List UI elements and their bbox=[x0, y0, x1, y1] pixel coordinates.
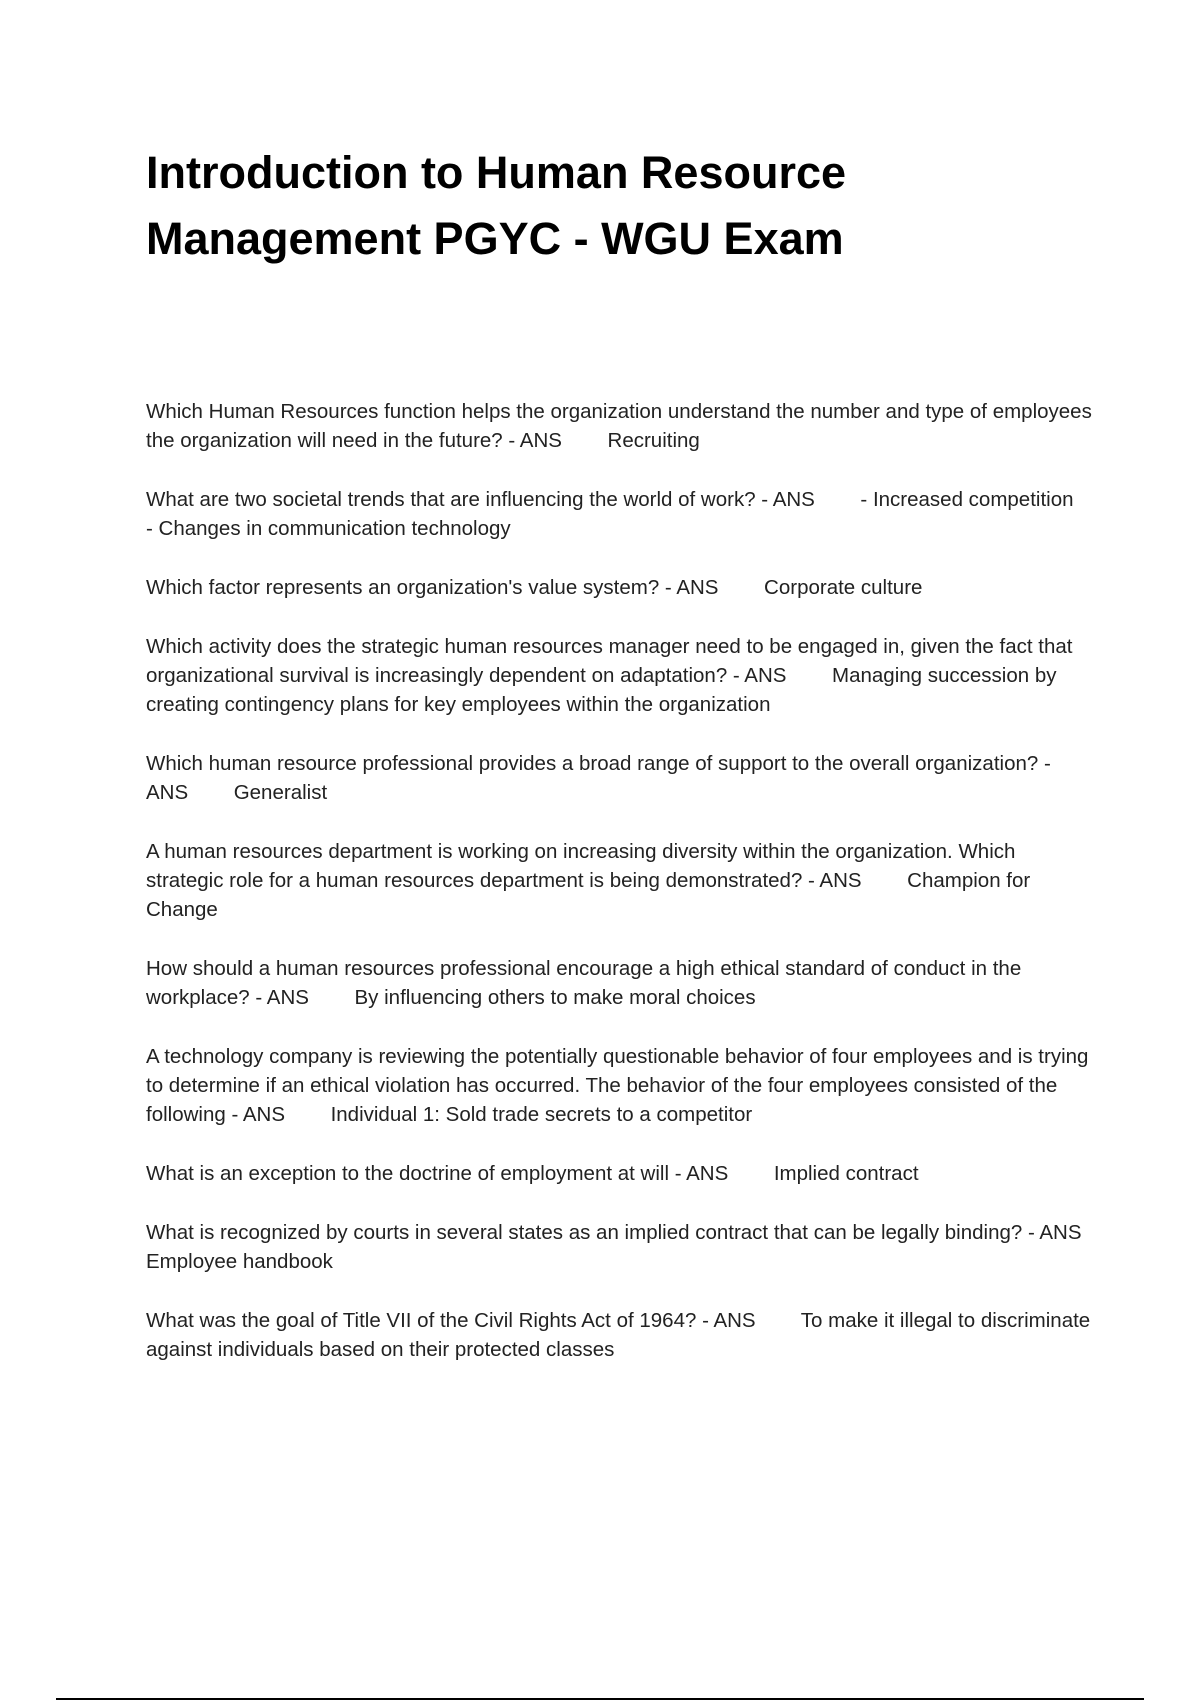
qa-item: How should a human resources professional encourage a high ethical standard of conduct in the workplace? - ANS By influencing others to make moral choices bbox=[146, 957, 1027, 1009]
qa-item: What are two societal trends that are influencing the world of work? - ANS - Increased competition - Changes in communication technology bbox=[146, 488, 1074, 540]
qa-item: What is recognized by courts in several states as an implied contract that can be legally binding? - ANS Employee handbook bbox=[146, 1221, 1128, 1273]
qa-item: What is an exception to the doctrine of employment at will - ANS Implied contract bbox=[146, 1162, 919, 1185]
qa-list bbox=[146, 397, 1128, 1394]
qa-item: Which activity does the strategic human resources manager need to be engaged in, given the fact that organizational survival is increasingly dependent on adaptation? - ANS Managing succession by creating contingency plans for key employees within the organization bbox=[146, 635, 1079, 716]
document-title: Introduction to Human Resource Management PGYC - WGU Exam bbox=[146, 147, 847, 264]
qa-item: Which human resource professional provides a broad range of support to the overall organization? - ANS Generalist bbox=[146, 752, 1056, 804]
qa-item: A human resources department is working on increasing diversity within the organization. Which strategic role for a human resources department is being demonstrated? - ANS Champion for Change bbox=[146, 840, 1036, 921]
qa-item: Which Human Resources function helps the organization understand the number and type of employees the organization will need in the future? - ANS Recruiting bbox=[146, 400, 1098, 452]
qa-item: Which factor represents an organization's value system? - ANS Corporate culture bbox=[146, 576, 923, 599]
qa-item: What was the goal of Title VII of the Civil Rights Act of 1964? - ANS To make it illegal to discriminate against individuals based on their protected classes bbox=[146, 1309, 1096, 1361]
qa-item: A technology company is reviewing the potentially questionable behavior of four employees and is trying to determine if an ethical violation has occurred. The behavior of the four employees consisted of the following - ANS Individual 1: Sold trade secrets to a competitor bbox=[146, 1045, 1095, 1126]
